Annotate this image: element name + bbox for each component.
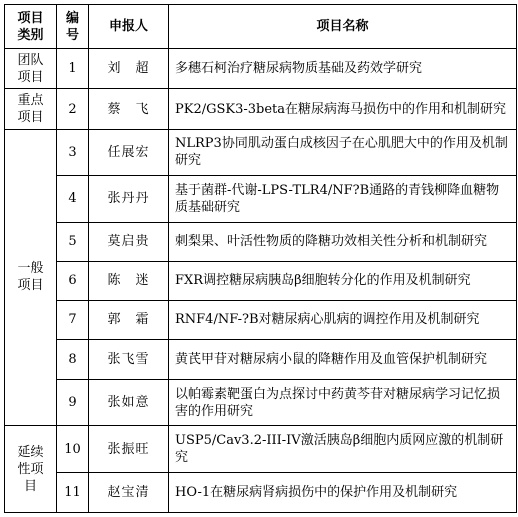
header-number: 编号 (57, 5, 89, 49)
row-number: 3 (57, 129, 89, 175)
table-row (5, 300, 517, 339)
row-number: 7 (57, 300, 89, 339)
row-applicant: 张飞雪 (89, 339, 169, 379)
header-category: 项目类别 (5, 5, 57, 49)
table-row (5, 426, 517, 472)
table-row (5, 339, 517, 379)
row-project-title: PK2/GSK3-3beta在糖尿病海马损伤中的作用和机制研究 (169, 89, 517, 129)
project-table (4, 4, 517, 513)
row-number: 10 (57, 426, 89, 472)
row-number: 1 (57, 49, 89, 89)
header-applicant: 申报人 (89, 5, 169, 49)
row-number: 5 (57, 222, 89, 261)
row-project-title: 多穗石柯治疗糖尿病物质基础及药效学研究 (169, 49, 517, 89)
row-applicant: 陈 迷 (89, 261, 169, 300)
row-applicant: 刘 超 (89, 49, 169, 89)
table-row (5, 472, 517, 512)
row-applicant: 郭 霜 (89, 300, 169, 339)
table-row (5, 176, 517, 222)
row-number: 11 (57, 472, 89, 512)
row-project-title: USP5/Cav3.2-III-IV激活胰岛β细胞内质网应激的机制研究 (169, 426, 517, 472)
row-applicant: 蔡 飞 (89, 89, 169, 129)
category-general: 一般项目 (5, 129, 57, 426)
header-row (5, 5, 517, 49)
header-project-name: 项目名称 (169, 5, 517, 49)
row-number: 6 (57, 261, 89, 300)
row-applicant: 莫启贵 (89, 222, 169, 261)
row-project-title: 以帕霉素靶蛋白为点探讨中药黄芩苷对糖尿病学习记忆损害的作用研究 (169, 379, 517, 425)
row-applicant: 张丹丹 (89, 176, 169, 222)
row-project-title: 刺梨果、叶活性物质的降糖功效相关性分析和机制研究 (169, 222, 517, 261)
row-applicant: 赵宝清 (89, 472, 169, 512)
table-row (5, 89, 517, 129)
row-project-title: NLRP3协同肌动蛋白成核因子在心肌肥大中的作用及机制研究 (169, 129, 517, 175)
row-number: 4 (57, 176, 89, 222)
row-number: 9 (57, 379, 89, 425)
row-applicant: 张振旺 (89, 426, 169, 472)
row-number: 2 (57, 89, 89, 129)
table-row (5, 379, 517, 425)
row-project-title: RNF4/NF-?B对糖尿病心肌病的调控作用及机制研究 (169, 300, 517, 339)
row-project-title: 黄芪甲苷对糖尿病小鼠的降糖作用及血管保护机制研究 (169, 339, 517, 379)
row-project-title: FXR调控糖尿病胰岛β细胞转分化的作用及机制研究 (169, 261, 517, 300)
category-continuing: 延续性项目 (5, 426, 57, 513)
row-number: 8 (57, 339, 89, 379)
category-team: 团队项目 (5, 49, 57, 89)
table-row (5, 129, 517, 175)
row-applicant: 任展宏 (89, 129, 169, 175)
category-key: 重点项目 (5, 89, 57, 129)
row-applicant: 张如意 (89, 379, 169, 425)
row-project-title: 基于菌群-代谢-LPS-TLR4/NF?B通路的青钱柳降血糖物质基础研究 (169, 176, 517, 222)
table-row (5, 49, 517, 89)
table-row (5, 261, 517, 300)
row-project-title: HO-1在糖尿病肾病损伤中的保护作用及机制研究 (169, 472, 517, 512)
table-row (5, 222, 517, 261)
